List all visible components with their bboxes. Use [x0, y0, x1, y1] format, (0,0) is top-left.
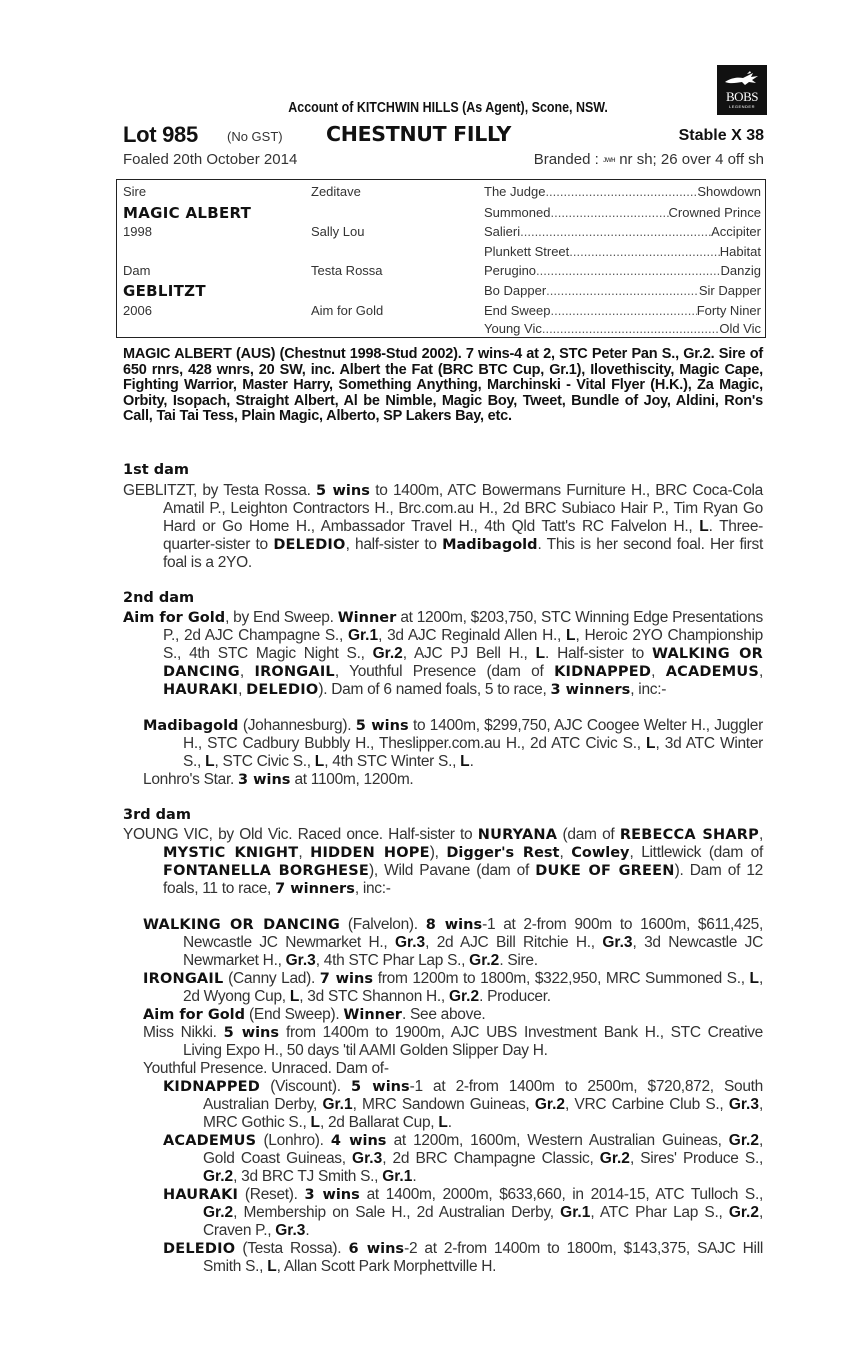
- text-run: , 2d Ballarat Cup,: [319, 1114, 439, 1131]
- text-run: , Sires' Produce S.,: [629, 1150, 763, 1167]
- text-run: (Johannesburg).: [238, 717, 356, 734]
- leader-dots: [545, 184, 697, 199]
- text-run: (Viscount).: [260, 1078, 351, 1095]
- black-type-name: WALKING OR DANCING: [143, 917, 340, 933]
- black-type-name: NURYANA: [477, 827, 558, 843]
- sire-label: Sire: [123, 184, 147, 199]
- race-grade: Gr.1: [347, 627, 379, 644]
- text-run: ,: [239, 663, 255, 680]
- second-dam-progeny: [143, 717, 763, 771]
- text-run: , MRC Sandown Guineas,: [352, 1096, 535, 1113]
- text-run: YOUNG VIC, by Old Vic. Raced once. Half-sister to: [123, 826, 478, 843]
- lot-header: [123, 122, 764, 148]
- text-run: . Half-sister to: [545, 645, 652, 662]
- logo-text: BOBS: [726, 89, 758, 104]
- race-grade: L: [310, 1114, 320, 1131]
- text-run: ,: [238, 681, 247, 698]
- black-type-name: HAURAKI: [163, 682, 239, 698]
- black-type-name: KIDNAPPED: [163, 1079, 261, 1095]
- text-run: , Heroic 2YO Championship S., 4th STC Magic Night S.,: [163, 627, 763, 662]
- bold-text: 6 wins: [348, 1241, 405, 1257]
- race-grade: L: [267, 1258, 277, 1275]
- leader-dots: [569, 244, 720, 259]
- bold-text: Winner: [343, 1007, 402, 1023]
- text-run: , half-sister to: [345, 536, 443, 553]
- bold-text: 5 wins: [350, 1079, 410, 1095]
- race-grade: Gr.2: [534, 1096, 566, 1113]
- text-run: (Testa Rossa).: [235, 1240, 349, 1257]
- bold-text: Aim for Gold: [143, 1007, 246, 1023]
- race-grade: L: [535, 645, 546, 662]
- race-grade: L: [460, 753, 470, 770]
- bold-text: Madibagold: [143, 718, 239, 734]
- text-run: , 4th STC Winter S.,: [324, 753, 461, 770]
- section-heading-1st-dam: 1st dam: [123, 462, 189, 478]
- text-run: , 3d BRC TJ Smith S.,: [233, 1168, 383, 1185]
- lot-number: Lot 985: [123, 122, 198, 147]
- sire-summary: MAGIC ALBERT (AUS) (Chestnut 1998-Stud 2002). 7 wins-4 at 2, STC Peter Pan S., Gr.2. Sire of 650 rnrs, 428 wnrs, 20 SW, inc. Albert the Fat (BRC BTC Cup, Gr.1), Ilovethiscity, Magic Cape, Fighting Warrior, Master Harry, Something Anything, Marchinski - Vital Flyer (H.K.), Za Magic, Orbity, Isopach, Straight Albert, Al be Nimble, Magic Boy, Tweet, Bundle of Joy, Aldini, Ron's Call, Tai Tai Tess, Plain Magic, Alberto, SP Lakers Bay, etc.: [123, 346, 763, 424]
- vendor-account: Account of KITCHWIN HILLS (As Agent), Scone, NSW.: [288, 100, 608, 116]
- text-run: , Gold Coast Guineas,: [203, 1132, 763, 1167]
- black-type-name: WALKING OR DANCING: [163, 646, 764, 680]
- granddam-maternal: Aim for Gold: [311, 303, 384, 318]
- text-run: ,: [758, 826, 763, 843]
- text-run: ). Dam of 6 named foals, 5 to race,: [318, 681, 551, 698]
- text-run: , 3d Newcastle JC Newmarket H.,: [183, 934, 763, 969]
- text-run: (dam of: [557, 826, 620, 843]
- grand-progeny: [163, 1132, 763, 1186]
- gg-dam-sire: Accipiter: [711, 224, 761, 239]
- text-run: , inc:-: [354, 880, 391, 897]
- race-grade: L: [438, 1114, 448, 1131]
- text-run: at 1100m, 1200m.: [290, 771, 414, 788]
- race-grade: Gr.2: [728, 1204, 759, 1221]
- bold-text: Aim for Gold: [123, 610, 226, 626]
- text-run: , AJC PJ Bell H.,: [402, 645, 536, 662]
- race-grade: Gr.3: [352, 1150, 383, 1167]
- text-run: -2 at 2-from 1400m to 1800m, $143,375, SAJC Hill Smith S.,: [203, 1240, 763, 1275]
- race-grade: L: [289, 988, 300, 1005]
- text-run: at 1200m, 1600m, Western Australian Guineas,: [386, 1132, 729, 1149]
- race-grade: L: [314, 753, 325, 770]
- gg-sire: The Judge: [484, 184, 546, 199]
- second-dam-text: [123, 609, 763, 699]
- text-run: , Membership on Sale H., 2d Australian Derby,: [233, 1204, 561, 1221]
- race-grade: L: [565, 627, 576, 644]
- text-run: , inc:-: [630, 681, 667, 698]
- grandsire-paternal: Zeditave: [311, 184, 361, 199]
- text-run: Youthful Presence. Unraced. Dam of-: [143, 1060, 389, 1077]
- text-run: , 3d ATC Winter S.,: [183, 735, 763, 770]
- great-grandparent-row: [484, 224, 761, 239]
- dam-label: Dam: [123, 263, 151, 278]
- black-type-name: REBECCA SHARP: [619, 827, 759, 843]
- text-run: . See above.: [401, 1006, 486, 1023]
- gg-sire: End Sweep: [484, 303, 551, 318]
- race-grade: Gr.1: [322, 1096, 353, 1113]
- race-grade: Gr.2: [203, 1204, 234, 1221]
- race-grade: Gr.3: [285, 952, 316, 969]
- text-run: , 3d STC Shannon H.,: [299, 988, 449, 1005]
- black-type-name: FONTANELLA BORGHESE: [163, 863, 370, 879]
- bold-text: 5 wins: [223, 1025, 280, 1041]
- text-run: Lonhro's Star.: [143, 771, 238, 788]
- bold-text: 3 winners: [550, 682, 631, 698]
- dam-name: GEBLITZT: [123, 282, 206, 300]
- foaled-date: Foaled 20th October 2014: [123, 151, 298, 168]
- gg-sire: Bo Dapper: [484, 283, 547, 298]
- bold-text: 7 winners: [275, 881, 355, 897]
- gg-sire: Plunkett Street: [484, 244, 570, 259]
- race-grade: Gr.2: [469, 952, 500, 969]
- text-run: ,: [651, 663, 666, 680]
- text-run: , 2d BRC Champagne Classic,: [382, 1150, 600, 1167]
- text-run: (Canny Lad).: [223, 970, 320, 987]
- text-run: .: [469, 753, 474, 770]
- black-type-name: ACADEMUS: [665, 664, 759, 680]
- grandsire-maternal: Testa Rossa: [311, 263, 383, 278]
- text-run: . Producer.: [479, 988, 551, 1005]
- text-run: from 1400m to 1900m, AJC UBS Investment Bank H., STC Creative Living Expo H., 50 days 'til AAMI Golden Slipper Day H.: [183, 1024, 763, 1059]
- great-grandparent-row: [484, 303, 761, 318]
- race-grade: Gr.1: [560, 1204, 591, 1221]
- text-run: ,: [298, 844, 311, 861]
- black-type-name: IRONGAIL: [143, 971, 224, 987]
- leader-dots: [551, 303, 697, 318]
- black-type-name: ACADEMUS: [163, 1133, 257, 1149]
- third-dam-text: [123, 826, 763, 898]
- leader-dots: [536, 263, 720, 278]
- race-grade: Gr.2: [599, 1150, 630, 1167]
- gg-dam-sire: Habitat: [719, 244, 761, 259]
- brand-mark: ᴊᴡʜ: [602, 155, 616, 164]
- gg-dam-sire: Crowned Prince: [668, 205, 761, 220]
- leader-dots: [542, 321, 719, 336]
- text-run: (Reset).: [238, 1186, 305, 1203]
- logo-subtitle: LEGENDER: [728, 104, 755, 109]
- horse-description: CHESTNUT FILLY: [326, 122, 512, 146]
- text-run: to 1400m, ATC Bowermans Furniture H., BRC Coca-Cola Amatil P., Leighton Contractors H., Brc.com.au H., 2d BRC Subiaco Hair P., Tim Ryan Go Hard or Go Home H., Ambassador Travel H., 4th Qld Tatt's RC Falvelon H.,: [163, 482, 763, 535]
- great-grandparent-row: [484, 244, 761, 259]
- gst-note: (No GST): [227, 129, 283, 144]
- third-dam-progeny: [143, 970, 763, 1006]
- bold-text: 3 wins: [237, 772, 291, 788]
- third-dam-progeny: [143, 1006, 763, 1024]
- text-run: , Allan Scott Park Morphettville H.: [276, 1258, 497, 1275]
- black-type-name: KIDNAPPED: [554, 664, 652, 680]
- text-run: ,: [758, 663, 763, 680]
- second-dam-progeny: [143, 771, 763, 789]
- black-type-name: HIDDEN HOPE: [310, 845, 430, 861]
- text-run: . Sire.: [499, 952, 538, 969]
- grand-progeny: [163, 1186, 763, 1240]
- great-grandparent-row: [484, 263, 761, 278]
- black-type-name: HAURAKI: [163, 1187, 239, 1203]
- text-run: Miss Nikki.: [143, 1024, 224, 1041]
- gg-sire: Perugino: [484, 263, 537, 278]
- gg-sire: Summoned: [484, 205, 551, 220]
- gg-dam-sire: Forty Niner: [696, 303, 761, 318]
- gg-dam-sire: Sir Dapper: [698, 283, 761, 298]
- race-grade: Gr.3: [602, 934, 633, 951]
- black-type-name: DELEDIO: [246, 682, 319, 698]
- race-grade: Gr.2: [728, 1132, 759, 1149]
- bold-text: 3 wins: [304, 1187, 360, 1203]
- text-run: to 1400m, $299,750, AJC Coogee Welter H., Juggler H., STC Cadbury Bubbly H., Theslipper.com.au H., 2d ATC Civic S.,: [183, 717, 763, 752]
- bold-text: 5 wins: [355, 718, 409, 734]
- bold-text: 5 wins: [316, 483, 370, 499]
- gg-sire: Salieri: [484, 224, 521, 239]
- bold-text: 8 wins: [425, 917, 483, 933]
- bold-text: 7 wins: [319, 971, 373, 987]
- third-dam-progeny: [143, 1060, 763, 1078]
- text-run: (End Sweep).: [245, 1006, 344, 1023]
- bold-text: Digger's Rest: [446, 845, 560, 861]
- bold-text: Cowley: [571, 845, 630, 861]
- text-run: .: [305, 1222, 310, 1239]
- black-type-name: MYSTIC KNIGHT: [163, 845, 299, 861]
- text-run: .: [412, 1168, 417, 1185]
- text-run: -1 at 2-from 900m to 1600m, $611,425, Newcastle JC Newmarket H.,: [183, 916, 763, 951]
- text-run: ),: [429, 844, 447, 861]
- branded-label: Branded :: [533, 151, 599, 168]
- text-run: .: [447, 1114, 452, 1131]
- text-run: , VRC Carbine Club S.,: [565, 1096, 729, 1113]
- text-run: from 1200m to 1800m, $322,950, MRC Summoned S.,: [372, 970, 750, 987]
- text-run: -1 at 2-from 1400m to 2500m, $720,872, South Australian Derby,: [203, 1078, 764, 1113]
- grand-progeny: [163, 1240, 763, 1276]
- bold-text: Madibagold: [442, 537, 538, 553]
- text-run: , Littlewick (dam of: [629, 844, 763, 861]
- text-run: . Three-quarter-sister to: [163, 518, 763, 553]
- text-run: at 1200m, $203,750, STC Winning Edge Presentations P., 2d AJC Champagne S.,: [163, 609, 764, 644]
- text-run: ). Dam of 12 foals, 11 to race,: [163, 862, 763, 897]
- leader-dots: [520, 224, 711, 239]
- text-run: , 3d AJC Reginald Allen H.,: [378, 627, 566, 644]
- race-grade: Gr.2: [448, 988, 480, 1005]
- first-dam-text: [123, 482, 763, 572]
- text-run: , Youthful Presence (dam of: [334, 663, 555, 680]
- black-type-name: DELEDIO: [163, 1241, 236, 1257]
- gg-dam-sire: Danzig: [720, 263, 761, 278]
- text-run: GEBLITZT, by Testa Rossa.: [123, 482, 316, 499]
- bold-text: Winner: [337, 610, 397, 626]
- black-type-name: DELEDIO: [273, 537, 346, 553]
- stable-location: Stable X 38: [678, 127, 764, 144]
- horse-icon: [723, 71, 761, 89]
- race-grade: Gr.2: [372, 645, 403, 662]
- race-grade: Gr.3: [275, 1222, 306, 1239]
- race-grade: L: [699, 518, 709, 535]
- leader-dots: [546, 283, 699, 298]
- third-dam-progeny: [143, 916, 763, 970]
- sire-name: MAGIC ALBERT: [123, 204, 252, 222]
- text-run: , STC Civic S.,: [214, 753, 315, 770]
- text-run: , ATC Phar Lap S.,: [590, 1204, 729, 1221]
- text-run: , 2d AJC Bill Ritchie H.,: [425, 934, 603, 951]
- grand-progeny: [163, 1078, 763, 1132]
- brand-info: [534, 151, 764, 168]
- text-run: (Lonhro).: [256, 1132, 331, 1149]
- great-grandparent-row: [484, 205, 761, 220]
- sire-year: 1998: [123, 224, 152, 239]
- text-run: , Craven P.,: [203, 1204, 764, 1239]
- great-grandparent-row: [484, 184, 761, 199]
- gg-dam-sire: Showdown: [697, 184, 761, 199]
- granddam-paternal: Sally Lou: [311, 224, 365, 239]
- great-grandparent-row: [484, 321, 761, 336]
- gg-dam-sire: Old Vic: [719, 321, 761, 336]
- pedigree-table: [116, 179, 766, 338]
- text-run: , MRC Gothic S.,: [203, 1096, 763, 1131]
- text-run: . This is her second foal. Her first foal is a 2YO.: [163, 536, 763, 571]
- branded-detail: nr sh; 26 over 4 off sh: [619, 151, 764, 168]
- black-type-name: IRONGAIL: [254, 664, 335, 680]
- text-run: (Falvelon).: [339, 916, 426, 933]
- dam-year: 2006: [123, 303, 152, 318]
- third-dam-progeny: [143, 1024, 763, 1060]
- text-run: , 2d Wyong Cup,: [183, 970, 764, 1005]
- text-run: at 1400m, 2000m, $633,660, in 2014-15, ATC Tulloch S.,: [359, 1186, 763, 1203]
- race-grade: Gr.3: [728, 1096, 759, 1113]
- black-type-name: DUKE OF GREEN: [535, 863, 675, 879]
- section-heading-2nd-dam: 2nd dam: [123, 590, 195, 606]
- text-run: , by End Sweep.: [225, 609, 338, 626]
- text-run: ,: [559, 844, 572, 861]
- race-grade: Gr.1: [382, 1168, 413, 1185]
- race-grade: L: [205, 753, 215, 770]
- race-grade: Gr.2: [203, 1168, 234, 1185]
- race-grade: Gr.3: [394, 934, 426, 951]
- great-grandparent-row: [484, 283, 761, 298]
- race-grade: L: [646, 735, 656, 752]
- leader-dots: [550, 205, 668, 220]
- bold-text: 4 wins: [330, 1133, 387, 1149]
- text-run: , 4th STC Phar Lap S.,: [315, 952, 470, 969]
- race-grade: L: [749, 970, 759, 987]
- text-run: ), Wild Pavane (dam of: [369, 862, 536, 879]
- section-heading-3rd-dam: 3rd dam: [123, 807, 191, 823]
- gg-sire: Young Vic: [484, 321, 542, 336]
